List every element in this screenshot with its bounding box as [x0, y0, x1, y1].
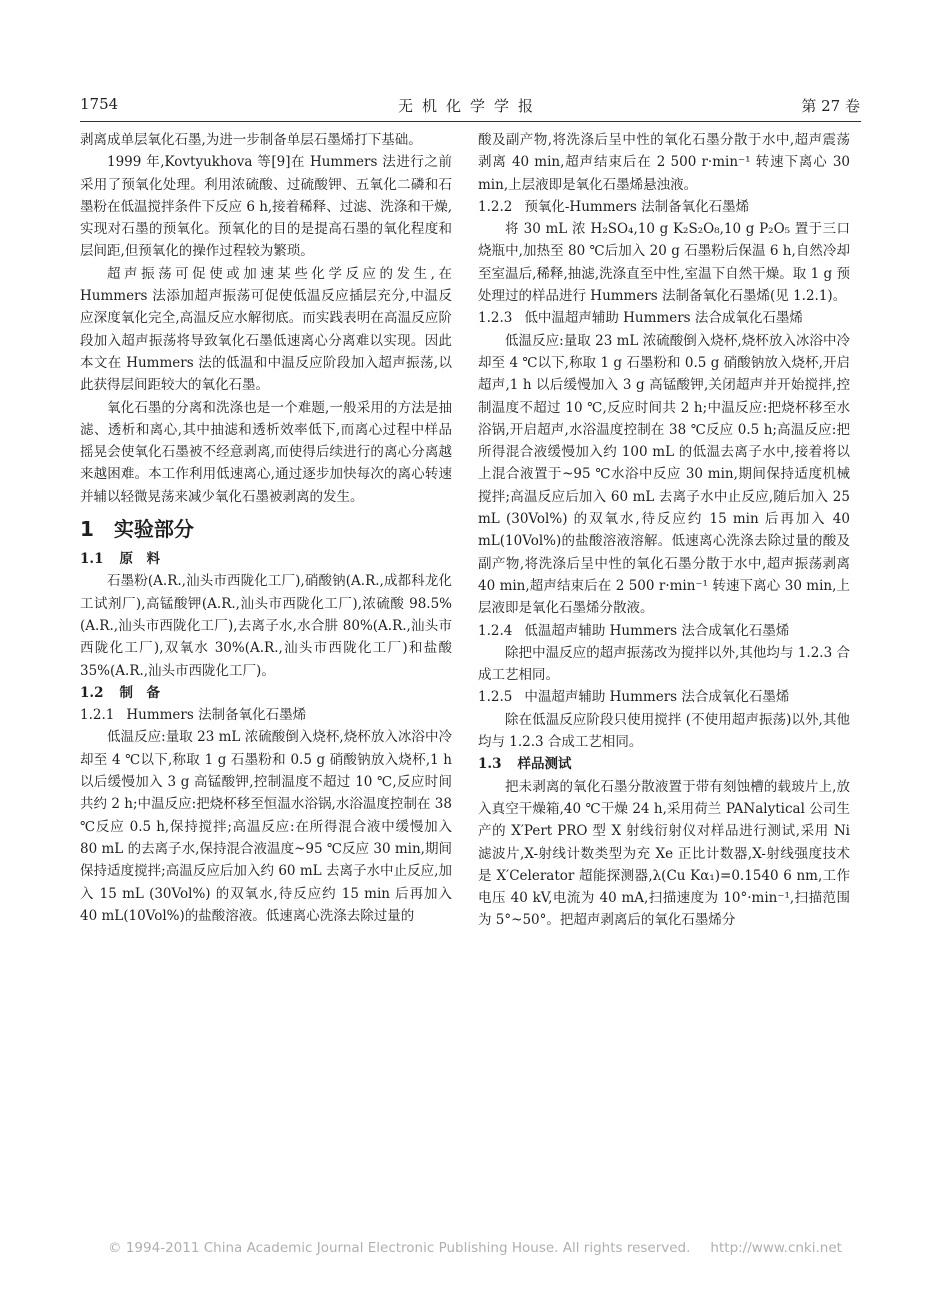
paragraph: 超声振荡可促使或加速某些化学反应的发生,在 Hummers 法添加超声振荡可促使低温反应插层充分,中温反应深度氧化完全,高温反应水解彻底。而实践表明在高温反应阶段加入超声振荡将导致氧化石墨低速离心分离难以实现。因此本文在 Hummers 法的低温和中温反应阶段加入超声振荡,以此获得层间距较大的氧化石墨。 — [80, 265, 452, 394]
subsubsection-heading — [478, 307, 850, 329]
volume-label: 第 27 卷 — [801, 97, 860, 115]
paragraph: 剥离成单层氧化石墨,为进一步制备单层石墨烯打下基础。 — [80, 132, 422, 148]
watermark-footer — [0, 1240, 950, 1256]
subsection-heading — [80, 682, 452, 704]
subsubsection-number: 1.2.1 — [80, 707, 115, 724]
paragraph: 低温反应:量取 23 mL 浓硫酸倒入烧杯,烧杯放入冰浴中冷却至 4 ℃以下,称取 1 g 石墨粉和 0.5 g 硝酸钠放入烧杯,开启超声,1 h 以后缓慢加入 3 g 高锰酸钾,关闭超声并开始搅拌,控制温度不超过 10 ℃,反应时间共 2 h;中温反应:把烧杯移至水浴锅,开启超声,水浴温度控制在 38 ℃反应 0.5 h;高温反应:把所得混合液缓慢加入约 100 mL 的低温去离子水中,接着将以上混合液置于~95 ℃水浴中反应 30 min,期间保持适度机械搅拌;高温反应后加入 60 mL 去离子水中止反应,随后加入 25 mL (30Vol%) 的双氧水,待反应约 15 min 后再加入 40 mL(10Vol%)的盐酸溶液溶解。低速离心洗涤去除过量的酸及副产物,将洗涤后呈中性的氧化石墨分散于水中,超声振荡剥离 40 min,超声结束后在 2 500 r·min⁻¹ 转速下离心 30 min,上层液即是氧化石墨烯分散液。 — [478, 332, 850, 617]
subsubsection-number: 1.2.4 — [478, 622, 513, 639]
paragraph: 低温反应:量取 23 mL 浓硫酸倒入烧杯,烧杯放入冰浴中冷却至 4 ℃以下,称取 1 g 石墨粉和 0.5 g 硝酸钠放入烧杯,1 h 以后缓慢加入 3 g 高锰酸钾,控制温度不超过 10 ℃,反应时间共约 2 h;中温反应:把烧杯移至恒温水浴锅,水浴温度控制在 38 ℃反应 0.5 h,保持搅拌;高温反应:在所得混合液中缓慢加入 80 mL 的去离子水,保持混合液温度~95 ℃反应 30 min,期间保持适度搅拌;高温反应后加入约 60 mL 去离子水中止反应,加入 15 mL (30Vol%) 的双氧水,待反应约 15 min 后再加入 40 mL(10Vol%)的盐酸溶液。低速离心洗涤去除过量的 — [80, 729, 452, 924]
paragraph: 1999 年,Kovtyukhova 等[9]在 Hummers 法进行之前采用了预氧化处理。利用浓硫酸、过硫酸钾、五氧化二磷和石墨粉在低温搅拌条件下反应 6 h,接着稀释、过滤、洗涤和干燥,实现对石墨的预氧化。预氧化的目的是提高石墨的氧化程度和层间距,但预氧化的操作过程较为繁琐。 — [80, 154, 452, 260]
subsubsection-title: 中温超声辅助 Hummers 法合成氧化石墨烯 — [524, 689, 790, 706]
section-number: 1 — [80, 517, 94, 542]
right-column — [478, 129, 850, 932]
subsubsection-number: 1.2.5 — [478, 689, 513, 706]
paragraph: 氧化石墨的分离和洗涤也是一个难题,一般采用的方法是抽滤、透析和离心,其中抽滤和透析效率低下,而离心过程中样品摇晃会使氧化石墨被不经意剥离,而使得后续进行的离心分离越来越困难。本工作利用低速离心,通过逐步加快每次的离心转速并辅以轻微晃荡来减少氧化石墨被剥离的发生。 — [80, 399, 452, 505]
journal-title: 无机化学学报 — [397, 97, 542, 115]
page-number: 1754 — [80, 95, 119, 113]
subsection-title: 制 备 — [119, 684, 160, 701]
publisher-url: http://www.cnki.net — [710, 1240, 842, 1256]
paragraph: 把未剥离的氧化石墨分散液置于带有刻蚀槽的载玻片上,放入真空干燥箱,40 ℃干燥 24 h,采用荷兰 PANalytical 公司生产的 X′Pert PRO 型 X 射线衍射仪对样品进行测试,采用 Ni 滤波片,X-射线计数类型为充 Xe 正比计数器,X-射线强度技术是 X′Celerator 超能探测器,λ(Cu Kα₁)=0.1540 6 nm,工作电压 40 kV,电流为 40 mA,扫描速度为 10°·min⁻¹,扫描范围为 5°~50°。把超声剥离后的氧化石墨烯分 — [478, 778, 850, 929]
subsubsection-heading — [478, 196, 850, 218]
subsection-number: 1.2 — [80, 684, 104, 701]
subsubsection-number: 1.2.2 — [478, 198, 513, 215]
section-title: 实验部分 — [113, 517, 194, 542]
subsection-heading — [80, 548, 452, 570]
subsubsection-number: 1.2.3 — [478, 310, 513, 327]
paragraph: 酸及副产物,将洗涤后呈中性的氧化石墨分散于水中,超声震荡剥离 40 min,超声结束后在 2 500 r·min⁻¹ 转速下离心 30 min,上层液即是氧化石墨烯悬浊液。 — [478, 132, 850, 193]
subsection-heading — [478, 753, 850, 775]
subsection-number: 1.1 — [80, 551, 104, 568]
copyright-text: © 1994-2011 China Academic Journal Electronic Publishing House. All rights reserved. — [108, 1240, 691, 1256]
subsection-title: 原 料 — [119, 551, 160, 568]
subsubsection-heading — [80, 704, 452, 726]
paragraph: 除把中温反应的超声振荡改为搅拌以外,其他均与 1.2.3 合成工艺相同。 — [478, 644, 850, 684]
left-column — [80, 129, 452, 927]
subsection-number: 1.3 — [478, 756, 502, 773]
subsubsection-heading — [478, 620, 850, 642]
section-heading — [80, 514, 452, 544]
paragraph: 除在低温反应阶段只使用搅拌 (不使用超声振荡)以外,其他均与 1.2.3 合成工艺相同。 — [478, 711, 850, 751]
subsubsection-title: 低中温超声辅助 Hummers 法合成氧化石墨烯 — [524, 310, 803, 327]
subsubsection-heading — [478, 686, 850, 708]
subsubsection-title: Hummers 法制备氧化石墨烯 — [126, 707, 307, 724]
header-rule — [80, 121, 861, 122]
paragraph: 将 30 mL 浓 H₂SO₄,10 g K₂S₂O₈,10 g P₂O₅ 置于三口烧瓶中,加热至 80 ℃后加入 20 g 石墨粉后保温 6 h,自然冷却至室温后,稀释,抽滤,洗涤直至中性,室温下自然干燥。取 1 g 预处理过的样品进行 Hummers 法制备氧化石墨烯(见 1.2.1)。 — [478, 221, 850, 305]
paragraph: 石墨粉(A.R.,汕头市西陇化工厂),硝酸钠(A.R.,成都科龙化工试剂厂),高锰酸钾(A.R.,汕头市西陇化工厂),浓硫酸 98.5%(A.R.,汕头市西陇化工厂),去离子水,水合肼 80%(A.R.,汕头市西陇化工厂),双氧水 30%(A.R.,汕头市西陇化工厂)和盐酸 35%(A.R.,汕头市西陇化工厂)。 — [80, 573, 452, 679]
subsubsection-title: 低温超声辅助 Hummers 法合成氧化石墨烯 — [524, 622, 790, 639]
running-header — [80, 95, 860, 121]
subsection-title: 样品测试 — [517, 756, 572, 773]
subsubsection-title: 预氧化-Hummers 法制备氧化石墨烯 — [524, 198, 750, 215]
